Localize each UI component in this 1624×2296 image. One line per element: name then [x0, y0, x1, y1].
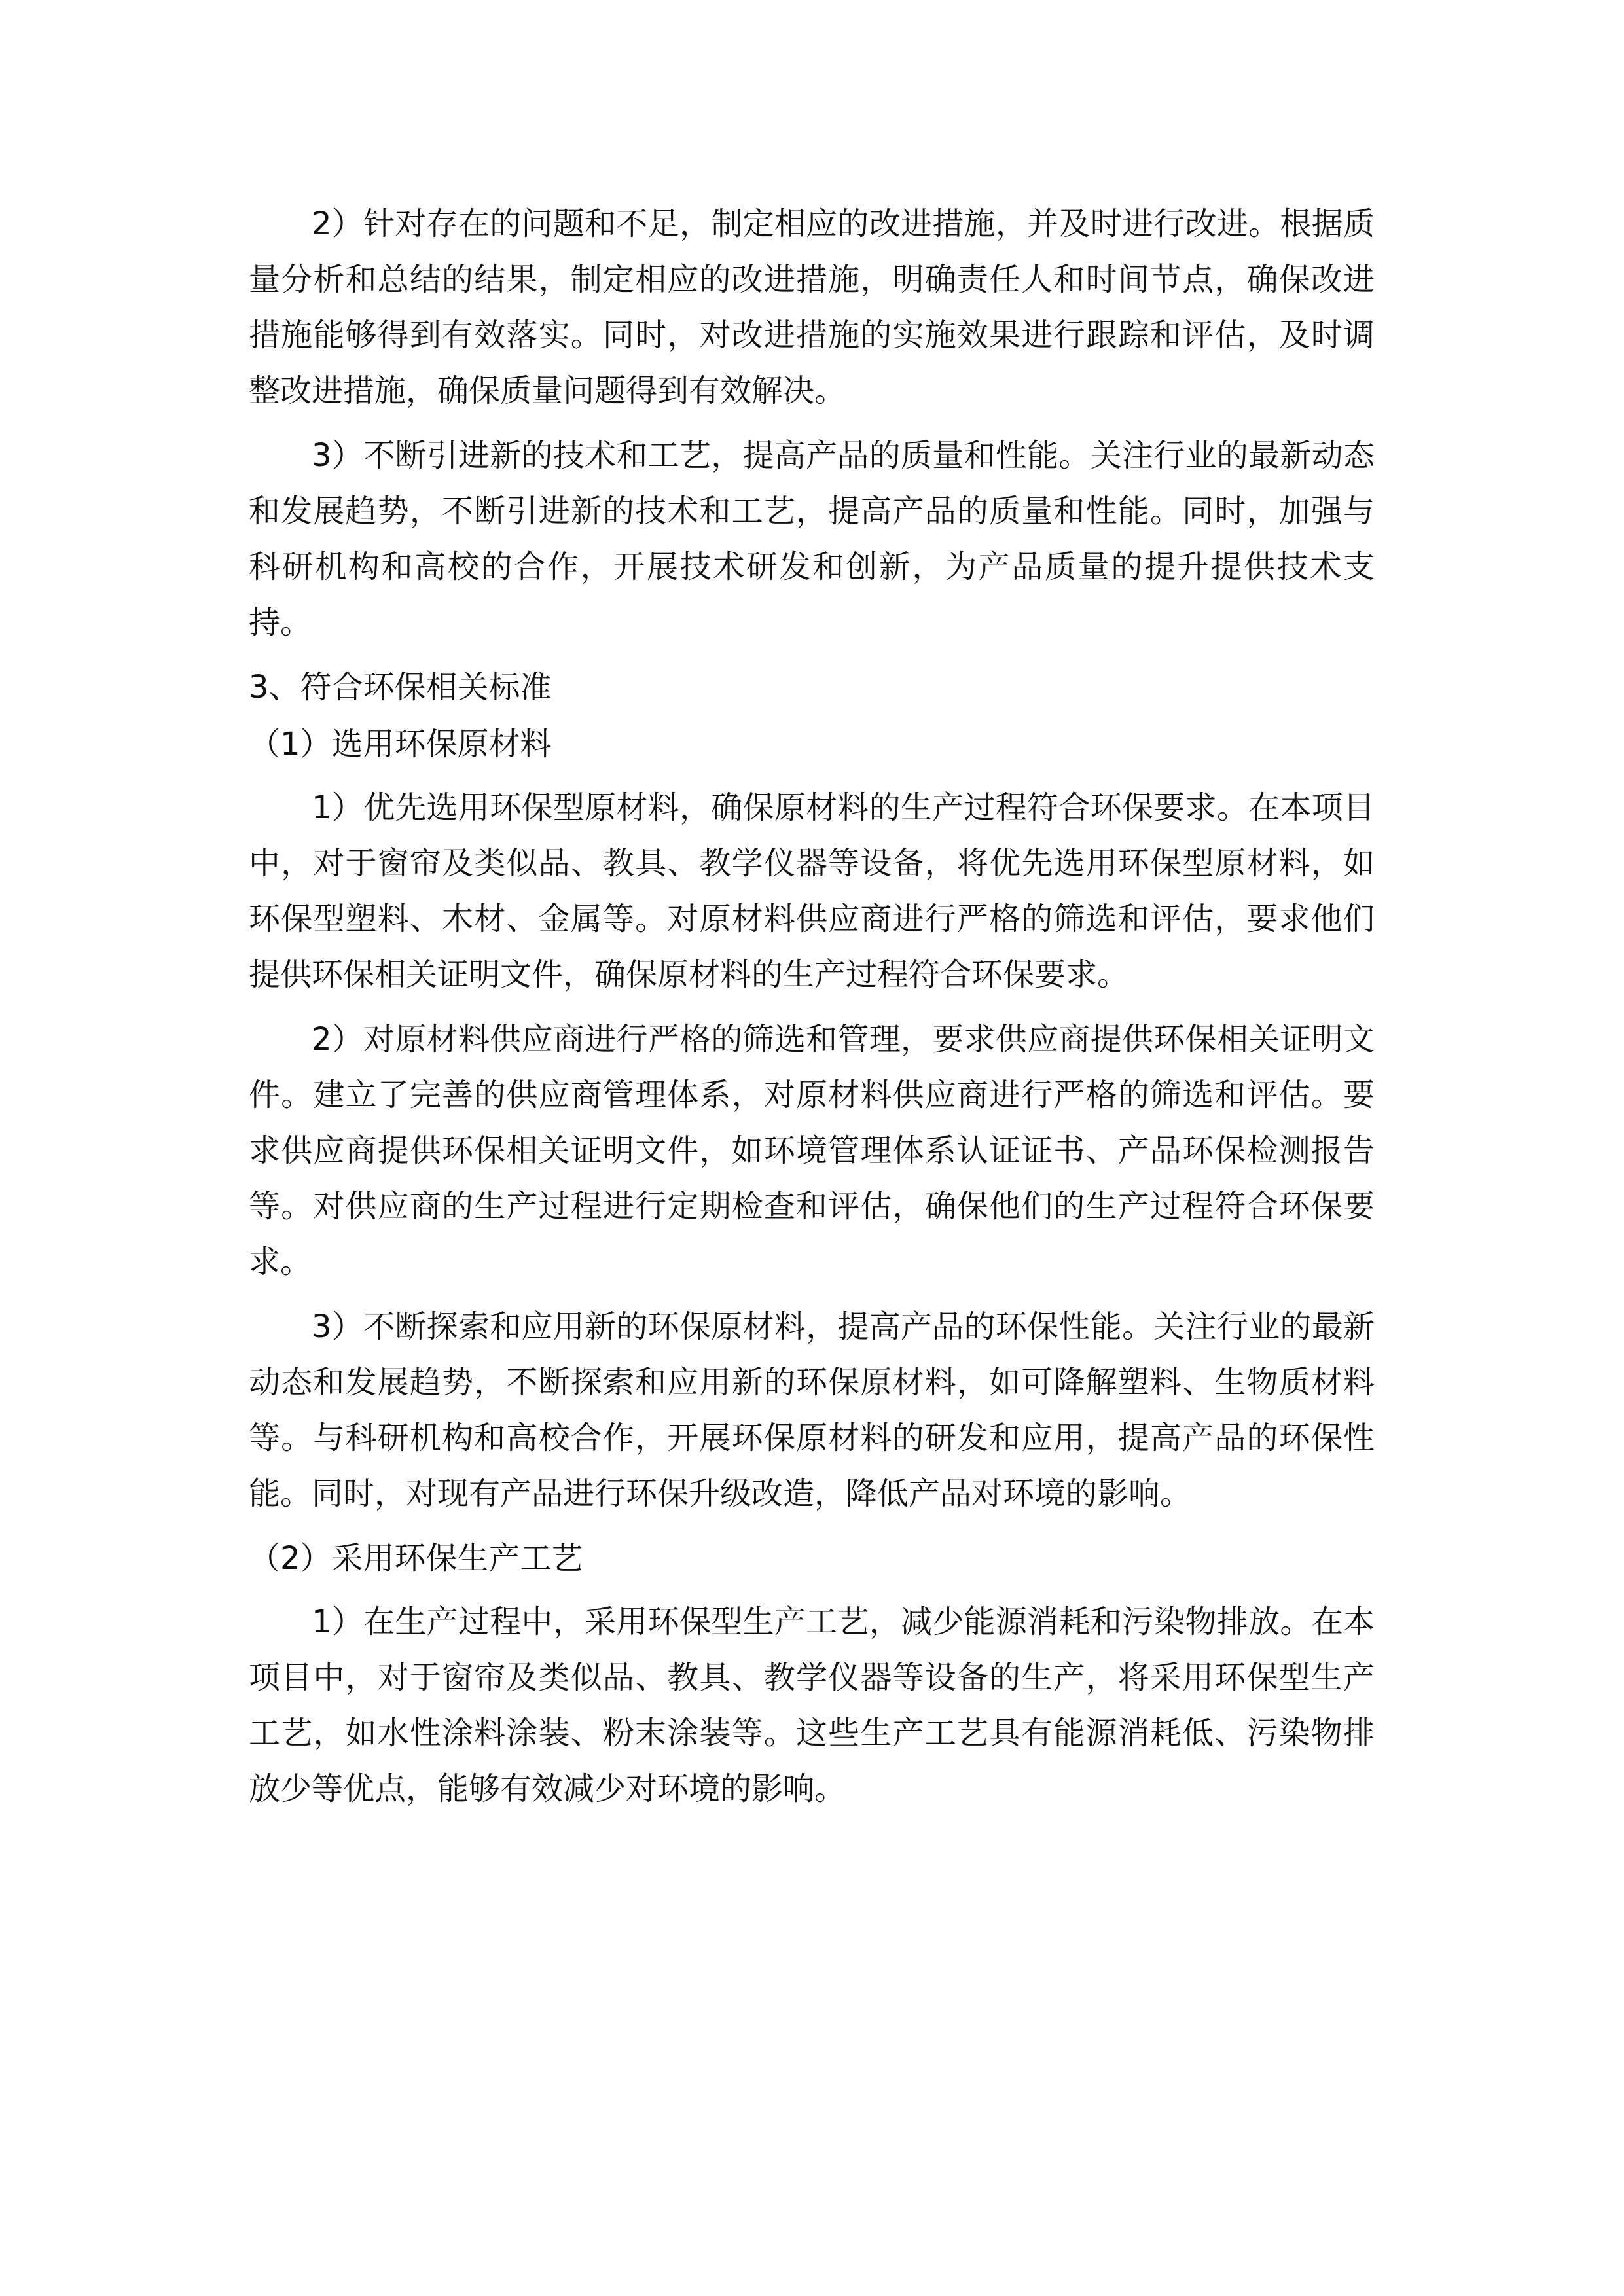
- document-body: [249, 196, 1375, 1826]
- subheading-eco-production: （2）采用环保生产工艺: [249, 1540, 583, 1577]
- paragraph-eco-production-process: 1）在生产过程中，采用环保型生产工艺，减少能源消耗和污染物排放。在本项目中，对于窗帘及类似品、教具、教学仪器等设备的生产，将采用环保型生产工艺，如水性涂料涂装、粉末涂装等。这些生产工艺具有能源消耗低、污染物排放少等优点，能够有效减少对环境的影响。: [249, 1604, 1375, 1807]
- paragraph-priority-eco-materials: 1）优先选用环保型原材料，确保原材料的生产过程符合环保要求。在本项目中，对于窗帘及类似品、教具、教学仪器等设备，将优先选用环保型原材料，如环保型塑料、木材、金属等。对原材料供应商进行严格的筛选和评估，要求他们提供环保相关证明文件，确保原材料的生产过程符合环保要求。: [249, 789, 1375, 993]
- paragraph-improvement-measures: 2）针对存在的问题和不足，制定相应的改进措施，并及时进行改进。根据质量分析和总结的结果，制定相应的改进措施，明确责任人和时间节点，确保改进措施能够得到有效落实。同时，对改进措施的实施效果进行跟踪和评估，及时调整改进措施，确保质量问题得到有效解决。: [249, 206, 1375, 409]
- section-heading-environmental-standards: 3、符合环保相关标准: [249, 669, 552, 706]
- paragraph-new-technology: 3）不断引进新的技术和工艺，提高产品的质量和性能。关注行业的最新动态和发展趋势，不断引进新的技术和工艺，提高产品的质量和性能。同时，加强与科研机构和高校的合作，开展技术研发和创新，为产品质量的提升提供技术支持。: [249, 437, 1375, 641]
- paragraph-new-eco-materials: 3）不断探索和应用新的环保原材料，提高产品的环保性能。关注行业的最新动态和发展趋势，不断探索和应用新的环保原材料，如可降解塑料、生物质材料等。与科研机构和高校合作，开展环保原材料的研发和应用，提高产品的环保性能。同时，对现有产品进行环保升级改造，降低产品对环境的影响。: [249, 1308, 1375, 1512]
- paragraph-supplier-management: 2）对原材料供应商进行严格的筛选和管理，要求供应商提供环保相关证明文件。建立了完善的供应商管理体系，对原材料供应商进行严格的筛选和评估。要求供应商提供环保相关证明文件，如环境管理体系认证证书、产品环保检测报告等。对供应商的生产过程进行定期检查和评估，确保他们的生产过程符合环保要求。: [249, 1021, 1375, 1280]
- subheading-eco-materials: （1）选用环保原材料: [249, 726, 552, 762]
